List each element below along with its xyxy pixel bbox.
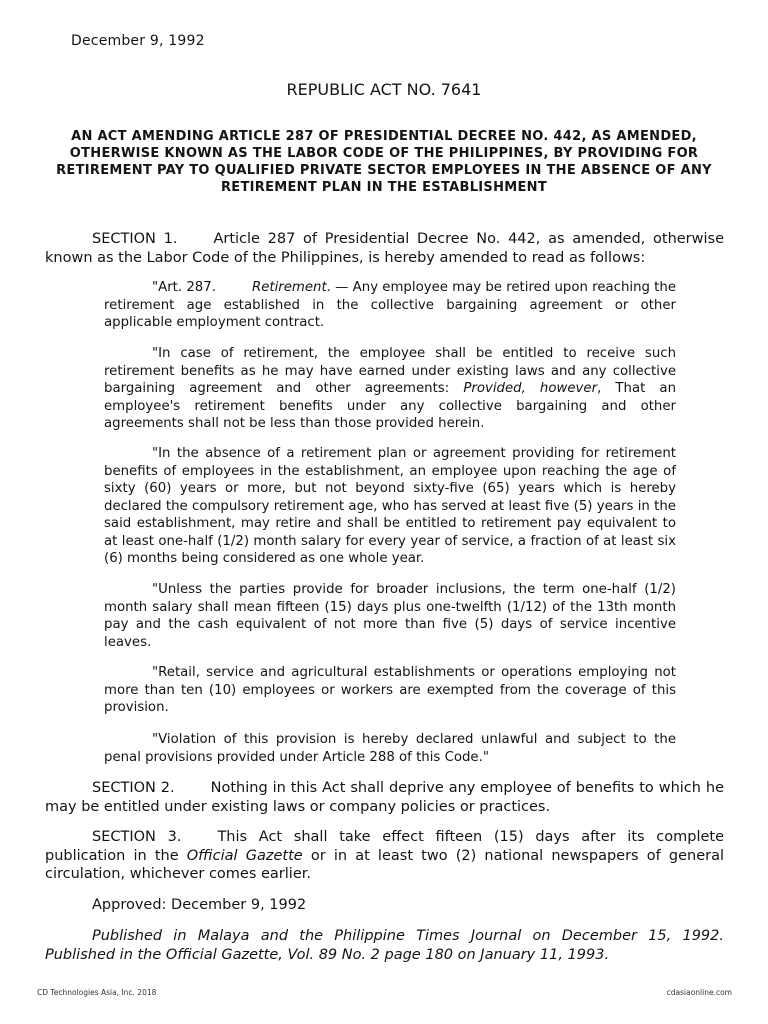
section-1-text: Article 287 of Presidential Decree No. 442, as amended, otherwise known as the Labor Code of the Philippines, is hereby amended to read as follows: xyxy=(45,231,725,266)
section-1 xyxy=(45,230,724,267)
proviso-phrase: Provided, however xyxy=(463,381,598,396)
act-number-title: REPUBLIC ACT NO. 7641 xyxy=(286,80,482,99)
quoted-paragraph-5 xyxy=(104,664,676,717)
paragraph-4-text: "Unless the parties provide for broader inclusions, the term one-half (1/2) month salary shall mean fifteen (15) days plus one-twelfth (1/12) of the 13th month pay and the cash equivalent of not more than five (5) days of service incentive leaves. xyxy=(104,582,676,650)
section-2-label: SECTION 2. xyxy=(92,780,175,796)
publication-line-1: Published in Malaya and the Philippine Times Journal on December 15, 1992. xyxy=(92,928,724,944)
footer-copyright: CD Technologies Asia, Inc. 2018 xyxy=(37,988,157,997)
article-text: . — Any employee may be retired upon reaching the retirement age established in the collective bargaining agreement or other applicable employment contract. xyxy=(104,280,676,330)
article-number: "Art. 287. xyxy=(152,280,216,295)
publication-line-2: Published in the Official Gazette, Vol. 89 No. 2 page 180 on January 11, 1993. xyxy=(45,946,610,963)
section-3-text-after: or in at least two (2) national newspapers of general circulation, whichever comes earlier. xyxy=(45,847,724,882)
document-date: December 9, 1992 xyxy=(71,33,205,49)
approval-line xyxy=(45,896,724,915)
section-3-text-before: This Act shall take effect fifteen (15) days after its complete publication in the xyxy=(45,829,724,864)
section-2-text: Nothing in this Act shall deprive any employee of benefits to which he may be entitled under existing laws or company policies or practices. xyxy=(45,780,725,815)
quoted-paragraph-4 xyxy=(104,581,676,651)
paragraph-5-text: "Retail, service and agricultural establishments or operations employing not more than ten (10) employees or workers are exempted from the coverage of this provision. xyxy=(104,665,676,715)
quoted-paragraph-6 xyxy=(104,731,676,766)
section-1-label: SECTION 1. xyxy=(92,231,178,247)
official-gazette-term: Official Gazette xyxy=(186,847,303,864)
approval-date: Approved: December 9, 1992 xyxy=(92,897,307,913)
section-2 xyxy=(45,779,724,816)
section-3-label: SECTION 3. xyxy=(92,829,182,845)
quoted-paragraph-3 xyxy=(104,445,676,568)
paragraph-2-text-before: "In case of retirement, the employee shall be entitled to receive such retirement benefits as he may have earned under existing laws and any collective bargaining agreement and other agreements: xyxy=(104,346,676,396)
section-3 xyxy=(45,828,724,884)
paragraph-6-text: "Violation of this provision is hereby declared unlawful and subject to the penal provisions provided under Article 288 of this Code." xyxy=(104,732,676,765)
paragraph-3-text: "In the absence of a retirement plan or agreement providing for retirement benefits of employees in the establishment, an employee upon reaching the age of sixty (60) years or more, but not beyond sixty-five (65) years which is hereby declared the compulsory retirement age, who has served at least five (5) years in the said establishment, may retire and shall be entitled to retirement pay equivalent to at least one-half (1/2) month salary for every year of service, a fraction of at least six (6) months being considered as one whole year. xyxy=(104,446,676,566)
article-term: Retirement xyxy=(251,280,327,295)
footer-website: cdasiaonline.com xyxy=(666,988,732,997)
quoted-paragraph-2 xyxy=(104,345,676,433)
paragraph-2-text-after: , That an employee's retirement benefits under any collective bargaining and other agreements shall not be less than those provided herein. xyxy=(104,381,677,431)
quoted-paragraph-1 xyxy=(104,279,676,332)
publication-note xyxy=(45,927,724,964)
act-long-title: AN ACT AMENDING ARTICLE 287 OF PRESIDENTIAL DECREE NO. 442, AS AMENDED, OTHERWISE KNOWN AS THE LABOR CODE OF THE PHILIPPINES, BY PROVIDING FOR RETIREMENT PAY TO QUALIFIED PRIVATE SECTOR EMPLOYEES IN THE ABSENCE OF ANY RETIREMENT PLAN IN THE ESTABLISHMENT xyxy=(56,129,712,195)
